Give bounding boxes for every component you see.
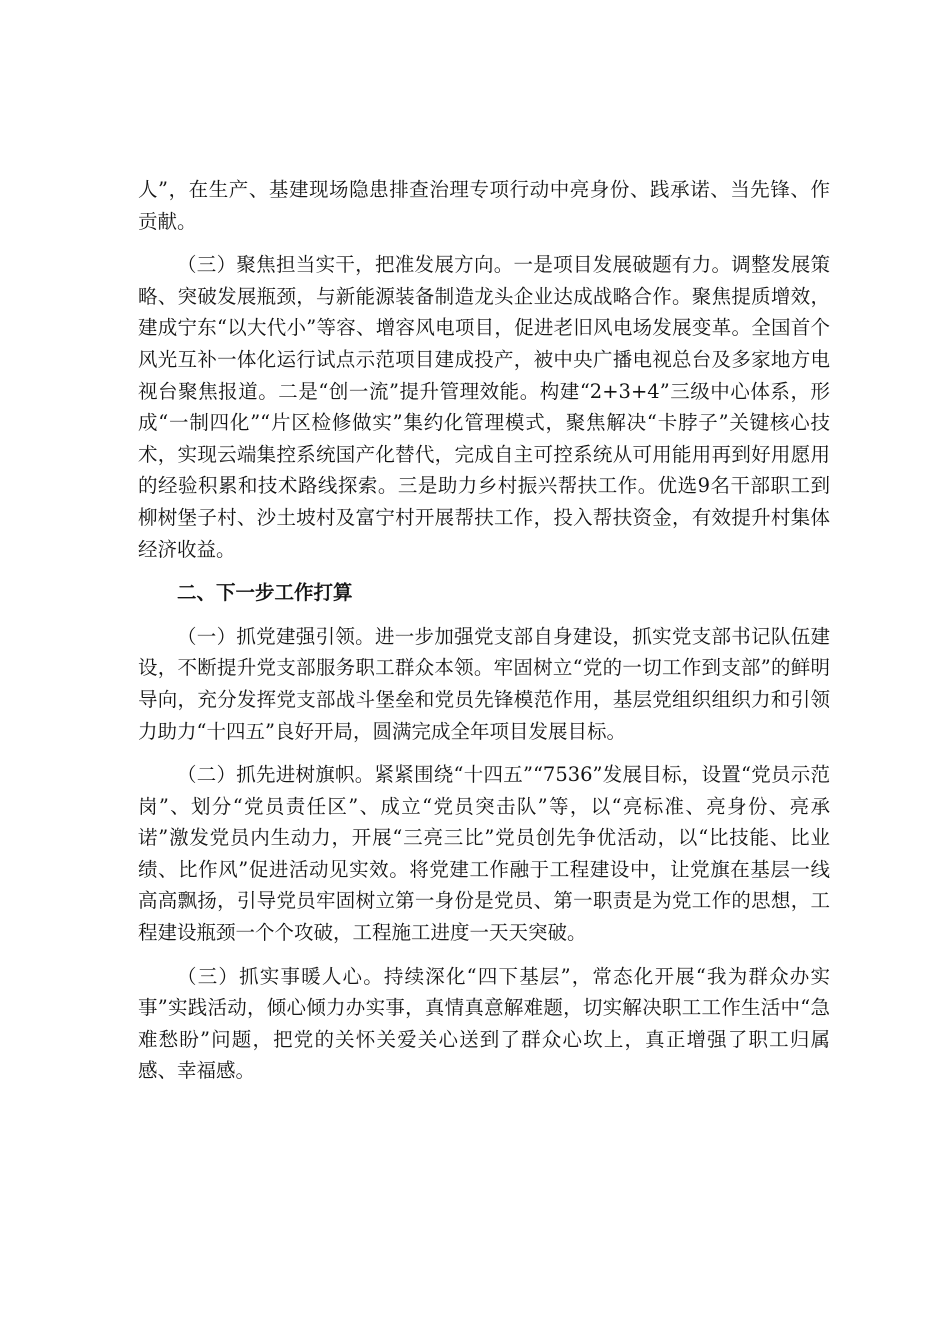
paragraph-pioneer-banner: （二）抓先进树旗帜。紧紧围绕“十四五”“7536”发展目标，设置“党员示范岗”、划分“党员责任区”、成立“党员突击队”等，以“亮标准、亮身份、亮承诺”激发党员内生动力，开展“三亮三比”党员创先争优活动，以“比技能、比业绩、比作风”促进活动见实效。将党建工作融于工程建设中，让党旗在基层一线高高飘扬，引导党员牢固树立第一身份是党员、第一职责是为党工作的思想，工程建设瓶颈一个个攻破，工程施工进度一天天突破。	[138, 763, 830, 945]
document-body	[138, 174, 830, 1099]
section-heading-next-steps: 二、下一步工作打算	[177, 581, 353, 605]
paragraph-party-building: （一）抓党建强引领。进一步加强党支部自身建设，抓实党支部书记队伍建设，不断提升党支部服务职工群众本领。牢固树立“党的一切工作到支部”的鲜明导向，充分发挥党支部战斗堡垒和党员先锋模范作用，基层党组织组织力和引领力助力“十四五”良好开局，圆满完成全年项目发展目标。	[138, 624, 830, 743]
paragraph-practical-deeds: （三）抓实事暖人心。持续深化“四下基层”，常态化开展“我为群众办实事”实践活动，倾心倾力办实事，真情真意解难题，切实解决职工工作生活中“急难愁盼”问题，把党的关怀关爱关心送到了群众心坎上，真正增强了职工归属感、幸福感。	[138, 964, 830, 1083]
continuation-paragraph: 人”，在生产、基建现场隐患排查治理专项行动中亮身份、践承诺、当先锋、作贡献。	[138, 178, 830, 233]
paragraph-focus-development: （三）聚焦担当实干，把准发展方向。一是项目发展破题有力。调整发展策略、突破发展瓶颈，与新能源装备制造龙头企业达成战略合作。聚焦提质增效，建成宁东“以大代小”等容、增容风电项目，促进老旧风电场发展变革。全国首个风光互补一体化运行试点示范项目建成投产，被中央广播电视总台及多家地方电视台聚焦报道。二是“创一流”提升管理效能。构建“2+3+4”三级中心体系，形成“一制四化”“片区检修做实”集约化管理模式，聚焦解决“卡脖子”关键核心技术，实现云端集控系统国产化替代，完成自主可控系统从可用能用再到好用愿用的经验积累和技术路线探索。三是助力乡村振兴帮扶工作。优选9名干部职工到柳树堡子村、沙土坡村及富宁村开展帮扶工作，投入帮扶资金，有效提升村集体经济收益。	[138, 253, 830, 561]
